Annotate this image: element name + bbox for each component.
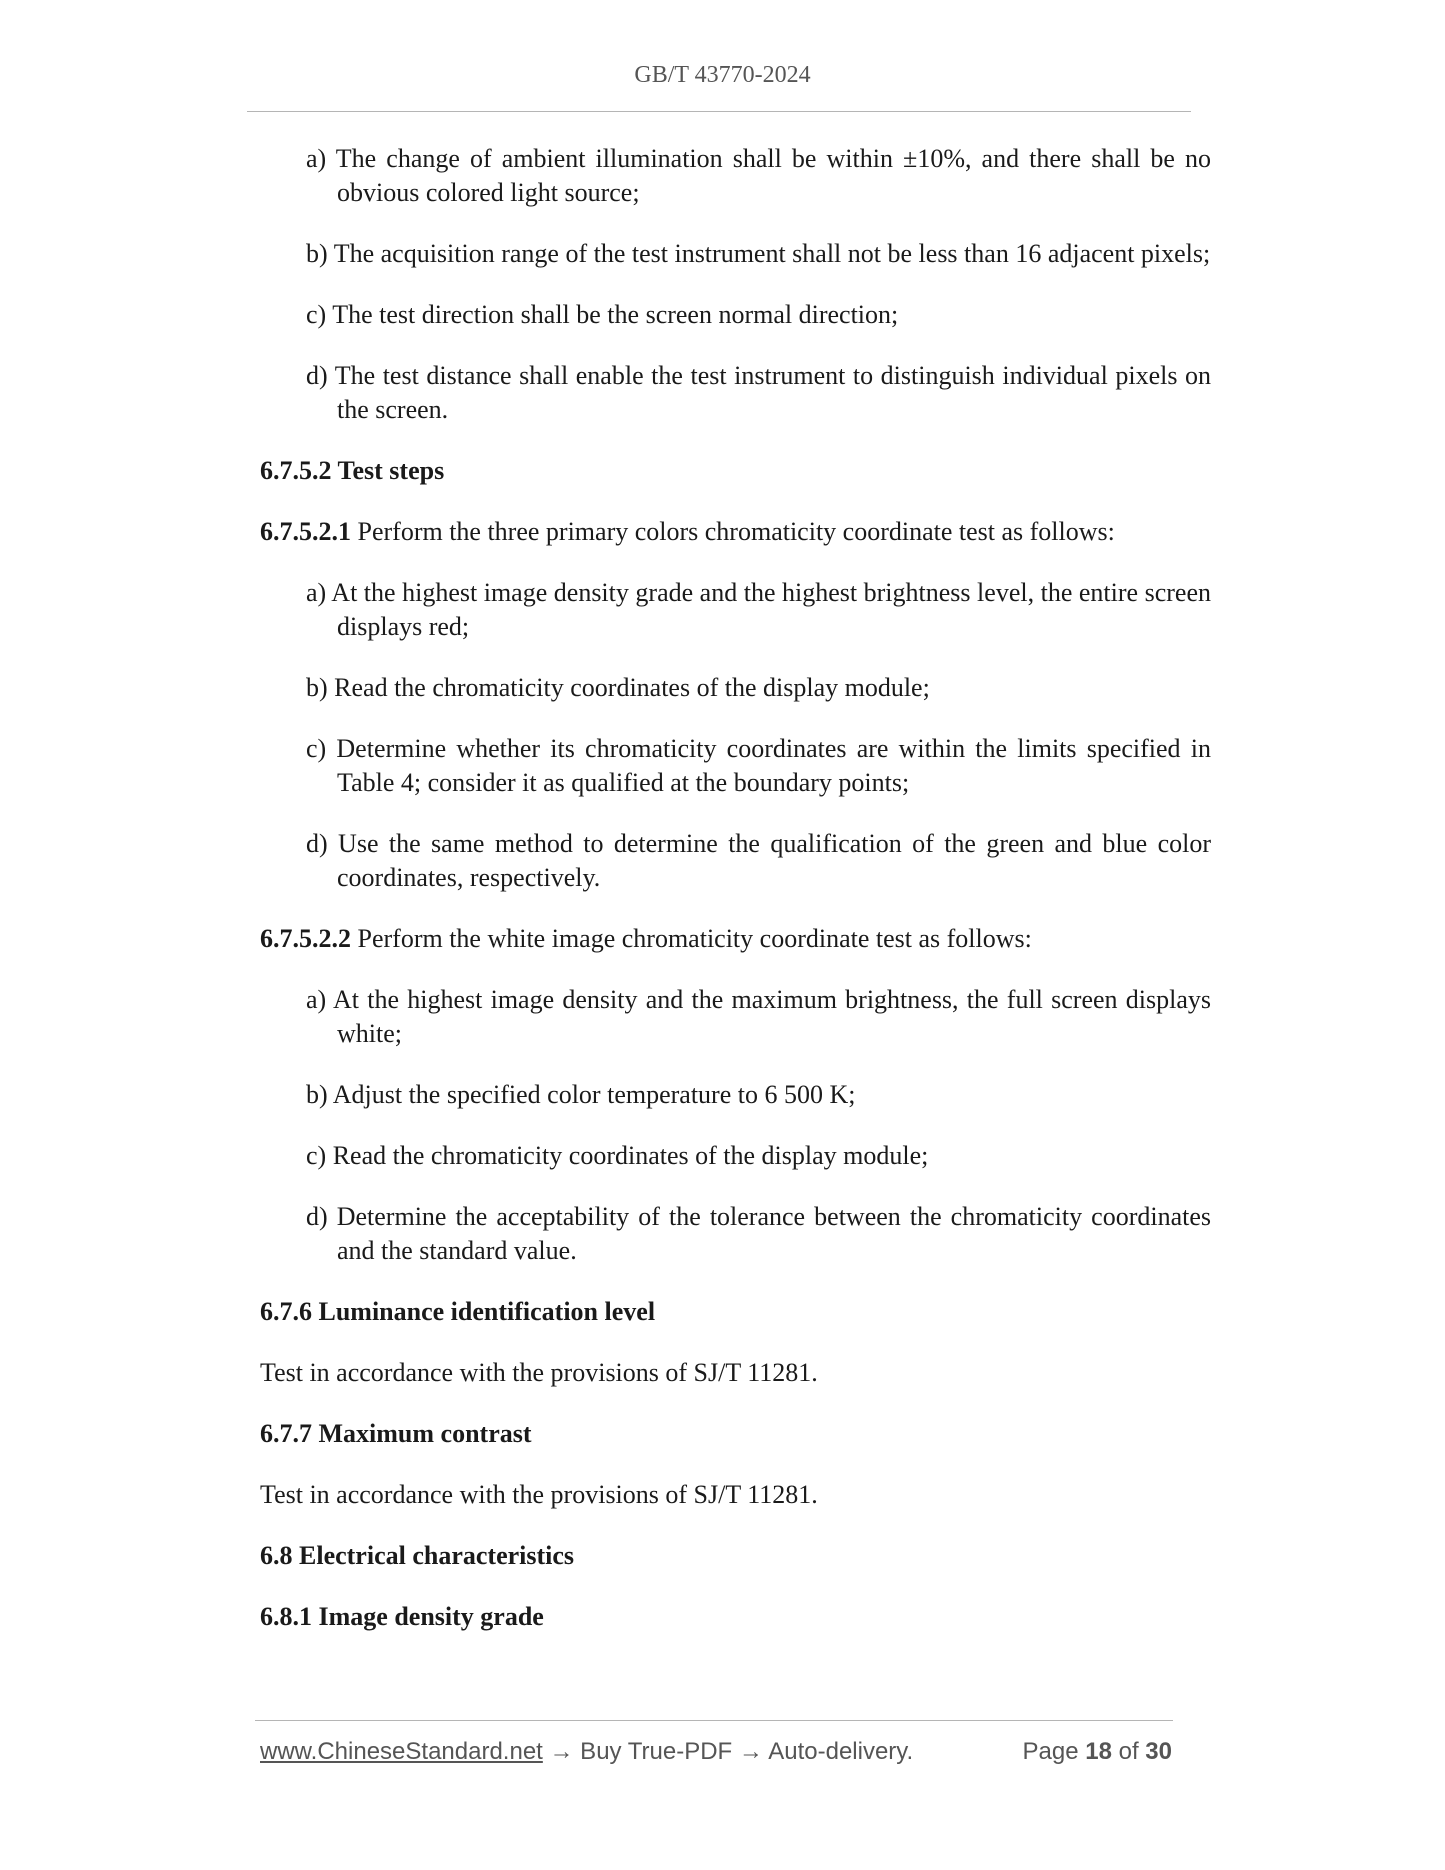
condition-c: c) The test direction shall be the screen normal direction; [306, 300, 899, 329]
primary-step-b: b) Read the chromaticity coordinates of the display module; [306, 673, 930, 702]
current-page: 18 [1085, 1738, 1112, 1765]
primary-step-a: a) At the highest image density grade and the highest brightness level, the entire screen displays red; [306, 578, 1211, 641]
paragraph-6-7-6: Test in accordance with the provisions of SJ/T 11281. [260, 1358, 818, 1387]
clause-text: Perform the three primary colors chromaticity coordinate test as follows: [351, 517, 1115, 546]
white-step-a: a) At the highest image density and the maximum brightness, the full screen displays white; [306, 985, 1211, 1048]
clause-number: 6.7.5.2.2 [260, 924, 351, 953]
clause-6-7-5-2-1 [260, 515, 1180, 549]
total-pages: 30 [1145, 1738, 1172, 1765]
clause-text: Perform the white image chromaticity coordinate test as follows: [351, 924, 1032, 953]
white-step-c: c) Read the chromaticity coordinates of the display module; [306, 1141, 929, 1170]
paragraph-6-7-7: Test in accordance with the provisions of SJ/T 11281. [260, 1480, 818, 1509]
primary-step-c: c) Determine whether its chromaticity coordinates are within the limits specified in Table 4; consider it as qualified at the boundary points; [306, 734, 1211, 797]
header-divider [247, 111, 1191, 112]
page-indicator [1023, 1738, 1173, 1766]
section-heading-6-8-1: 6.8.1 Image density grade [260, 1602, 544, 1631]
page-footer [260, 1738, 1180, 1766]
condition-a: a) The change of ambient illumination shall be within ±10%, and there shall be no obvious colored light source; [306, 144, 1211, 207]
website-link[interactable]: www.ChineseStandard.net [260, 1738, 543, 1765]
document-header: GB/T 43770-2024 [634, 62, 811, 88]
section-heading-6-7-7: 6.7.7 Maximum contrast [260, 1419, 532, 1448]
page-label: Page [1022, 1738, 1079, 1765]
condition-b: b) The acquisition range of the test instrument shall not be less than 16 adjacent pixels; [306, 239, 1211, 268]
white-step-b: b) Adjust the specified color temperature to 6 500 K; [306, 1080, 856, 1109]
promo-text: → Buy True-PDF → Auto-delivery. [542, 1738, 914, 1765]
white-step-d: d) Determine the acceptability of the tolerance between the chromaticity coordinates and the standard value. [306, 1202, 1211, 1265]
condition-d: d) The test distance shall enable the test instrument to distinguish individual pixels on the screen. [306, 361, 1211, 424]
primary-step-d: d) Use the same method to determine the qualification of the green and blue color coordinates, respectively. [306, 829, 1211, 892]
section-heading-6-7-5-2: 6.7.5.2 Test steps [260, 456, 445, 485]
footer-divider [255, 1720, 1173, 1721]
document-body [260, 142, 1211, 1661]
clause-6-7-5-2-2 [260, 922, 1180, 956]
section-heading-6-8: 6.8 Electrical characteristics [260, 1541, 575, 1570]
of-label: of [1118, 1738, 1139, 1765]
clause-number: 6.7.5.2.1 [260, 517, 351, 546]
section-heading-6-7-6: 6.7.6 Luminance identification level [260, 1297, 656, 1326]
